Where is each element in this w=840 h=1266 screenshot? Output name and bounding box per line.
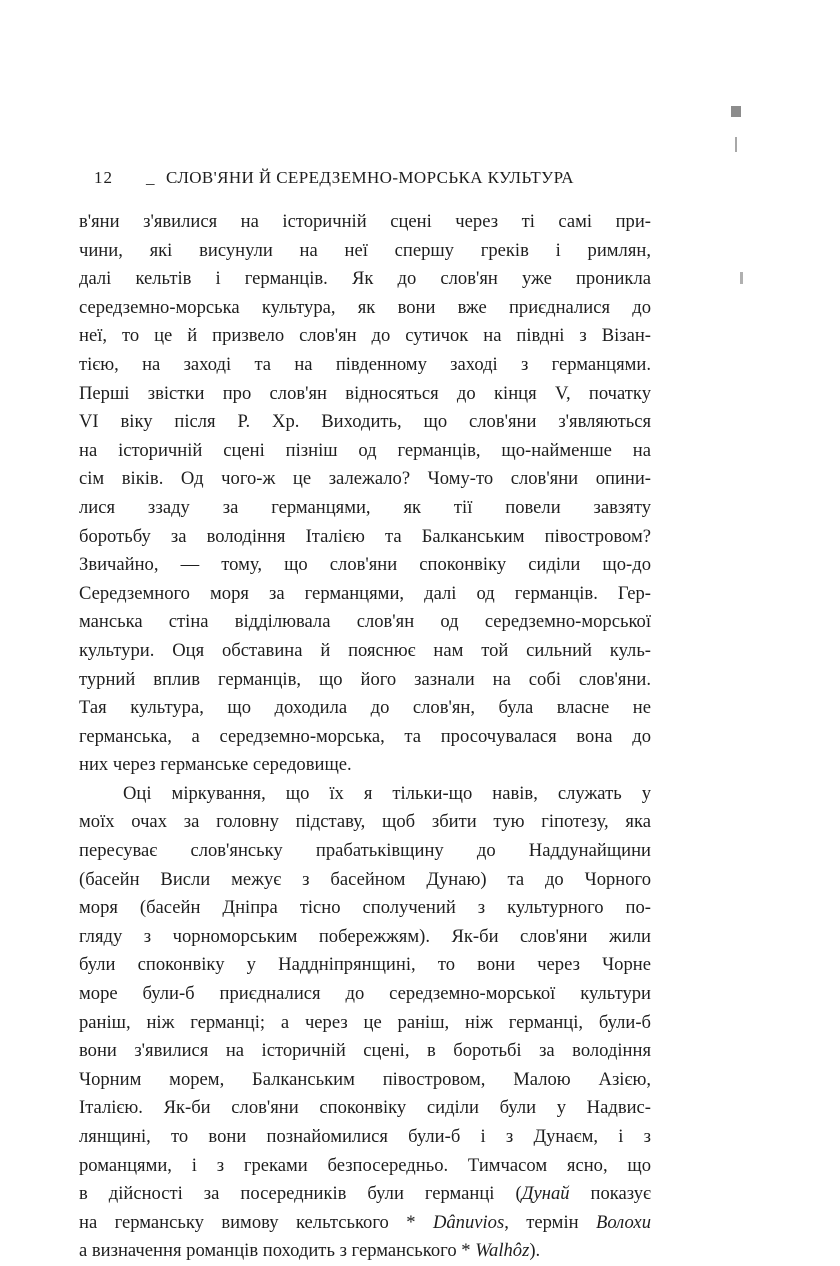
text-line: море були-б приєдналися до середземно-морської культури — [79, 983, 651, 1005]
running-title: СЛОВ'ЯНИ Й СЕРЕДЗЕМНО-МОРСЬКА КУЛЬТУРА — [166, 168, 574, 187]
text-line: були споконвіку у Наддніпрянщині, то вони через Чорне — [79, 954, 651, 976]
text-line: тією, на заході та на південному заході з германцями. — [79, 353, 651, 375]
text-line: них через германське середовище. — [79, 754, 352, 776]
scan-artifact-dot — [740, 272, 743, 284]
paragraph-2 — [79, 780, 651, 1266]
text-segment: а визначення романців походить з германського * — [79, 1240, 476, 1262]
text-segment: , термін — [504, 1211, 596, 1233]
text-line: культури. Оця обставина й пояснює нам той сильний куль- — [79, 639, 651, 661]
text-line: моїх очах за головну підставу, щоб збити тую гіпотезу, яка — [79, 811, 651, 833]
text-line: (басейн Висли межує з басейном Дунаю) та до Чорного — [79, 868, 651, 890]
text-segment: в дійсності за посередників були германці ( — [79, 1183, 522, 1205]
text-line: VI віку після Р. Хр. Виходить, що слов'яни з'являються — [79, 411, 651, 433]
text-segment: на германську вимову кельтського * — [79, 1211, 433, 1233]
text-line: Чорним морем, Балканським півостровом, Малою Азією, — [79, 1068, 651, 1090]
text-segment: ). — [529, 1240, 541, 1262]
text-line: турний вплив германців, що його зазнали на собі слов'яни. — [79, 668, 651, 690]
text-line: боротьбу за володіння Італією та Балканським півостровом? — [79, 525, 651, 547]
page-number: 12 — [94, 168, 113, 187]
header-dash: _ — [146, 168, 155, 187]
text-line: лянщині, то вони познайомилися були-б і з Дунаєм, і з — [79, 1126, 651, 1147]
text-line: Тая культура, що доходила до слов'ян, була власне не — [79, 697, 651, 719]
text-line: середземно-морська культура, як вони вже приєдналися до — [79, 296, 651, 318]
text-line: Середземного моря за германцями, далі од германців. Гер- — [79, 582, 651, 604]
text-line: неї, то це й призвело слов'ян до сутичок на півдні з Візан- — [79, 325, 651, 347]
text-line: германська, а середземно-морська, та просочувалася вона до — [79, 725, 651, 747]
scan-artifact-square — [731, 106, 741, 117]
text-line: чини, які висунули на неї спершу греків і римлян, — [79, 239, 651, 261]
text-line: сім віків. Од чого-ж це залежало? Чому-то слов'яни опини- — [79, 468, 651, 490]
text-line-with-italics — [79, 1209, 651, 1238]
text-line: гляду з чорноморським побережжям). Як-би слов'яни жили — [79, 925, 651, 947]
scan-artifact-line — [735, 137, 737, 152]
italic-term-danuvios: Dânuvios — [432, 1211, 505, 1233]
text-line: лися ззаду за германцями, як тії повели завзяту — [79, 496, 651, 518]
text-line: на історичній сцені пізніш од германців, що-найменше на — [79, 439, 651, 461]
text-line: романцями, і з греками безпосередньо. Тимчасом ясно, що — [79, 1154, 651, 1176]
italic-term-dunai: Дунай — [521, 1183, 570, 1205]
body-text — [79, 208, 651, 1266]
text-line: Оці міркування, що їх я тільки-що навів, служать у — [123, 782, 651, 804]
text-line: манська стіна відділювала слов'ян од середземно-морської — [79, 611, 651, 633]
text-segment: показує — [569, 1183, 652, 1205]
text-line: Звичайно, — тому, що слов'яни споконвіку сиділи що-до — [79, 554, 651, 576]
text-line: далі кельтів і германців. Як до слов'ян уже проникла — [79, 268, 651, 290]
text-line-with-italics — [79, 1237, 651, 1266]
text-line: в'яни з'явилися на історичній сцені через ті самі при- — [79, 211, 651, 232]
text-line: Перші звістки про слов'ян відносяться до кінця V, початку — [79, 382, 651, 404]
text-line: моря (басейн Дніпра тісно сполучений з культурного по- — [79, 897, 651, 919]
text-line: Італією. Як-би слов'яни споконвіку сиділи були у Надвис- — [79, 1097, 651, 1119]
text-line: вони з'явилися на історичній сцені, в боротьбі за володіння — [79, 1040, 651, 1062]
text-line: раніш, ніж германці; а через це раніш, ніж германці, були-б — [79, 1011, 651, 1033]
italic-term-walhoz: Walhôz — [475, 1240, 530, 1262]
page-header — [94, 168, 654, 194]
text-line: пересуває слов'янську прабатьківщину до Наддунайщини — [79, 840, 651, 862]
text-line-with-italics — [79, 1180, 651, 1209]
paragraph-1 — [79, 208, 651, 780]
italic-term-volokhy: Волохи — [595, 1211, 651, 1233]
